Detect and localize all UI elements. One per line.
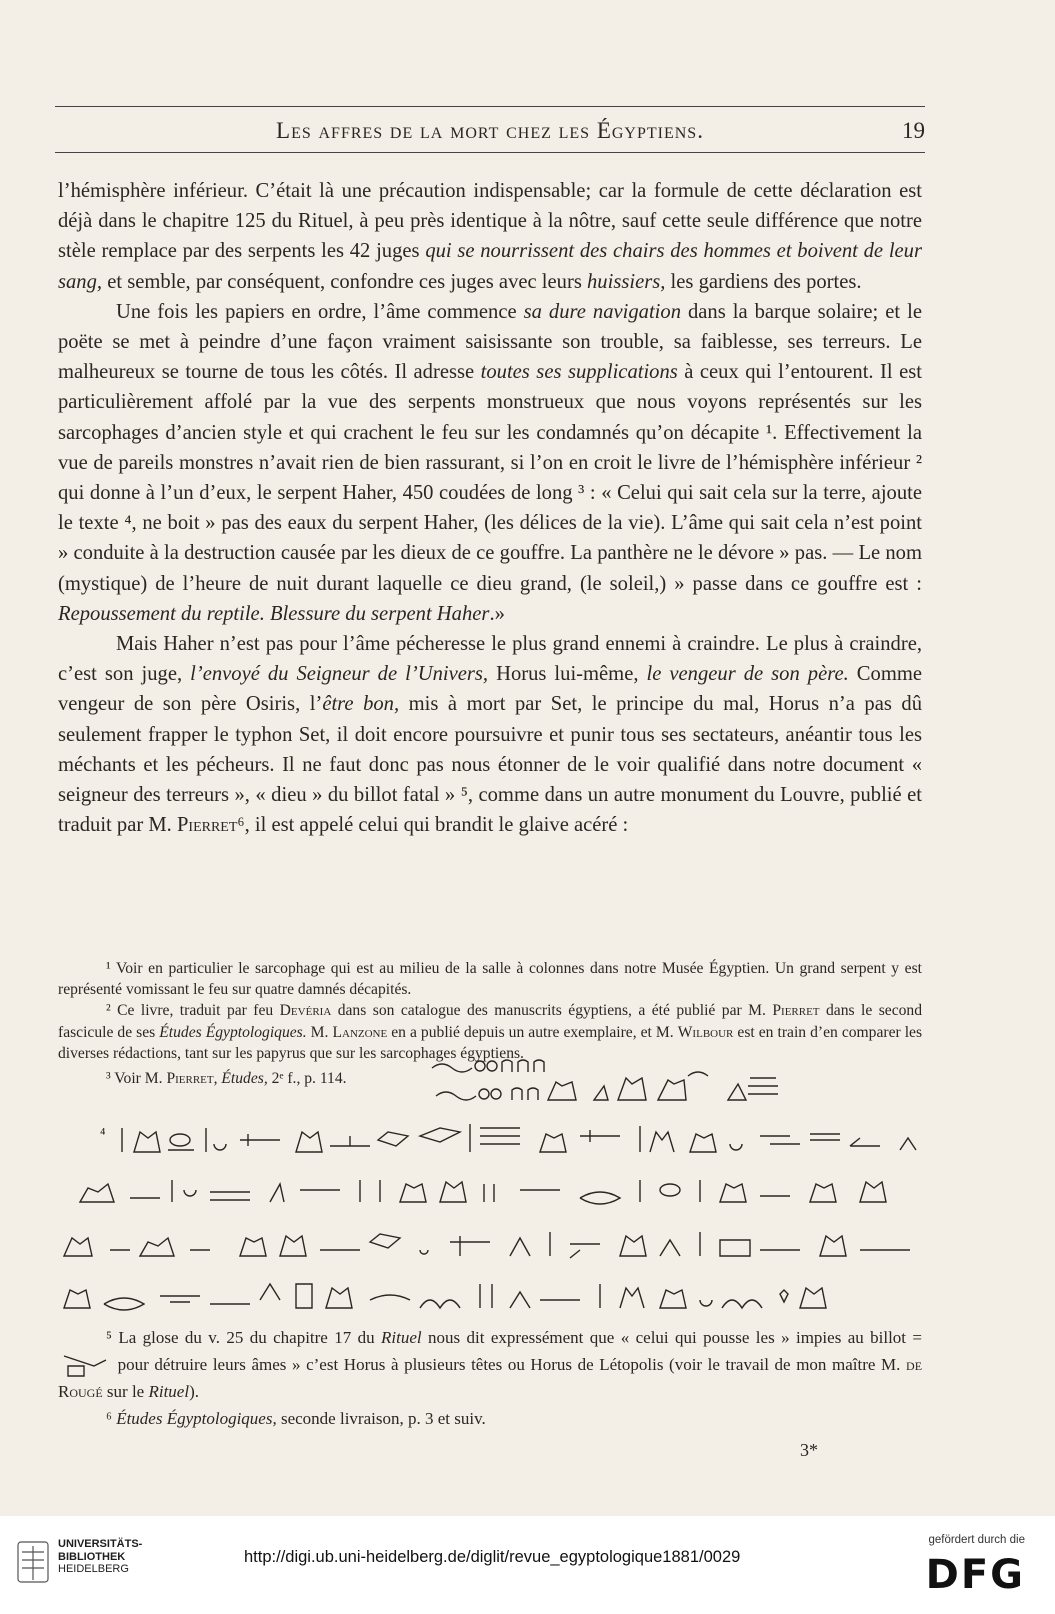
footnotes-continued xyxy=(58,1324,922,1432)
footnote-2: ² Ce livre, traduit par feu Devéria dans son catalogue des manuscrits égyptiens, a été publié par M. Pierret dans le second fascicule de ses Études Égyptologiques. M. Lanzone en a publié depuis un autre exemplaire, et M. Wilbour est en train d’en comparer les diverses rédactions, tant sur les papyrus que sur les sarcophages égyptiens. xyxy=(58,1002,923,1062)
university-seal-icon xyxy=(14,1538,52,1586)
funding-label: gefördert durch die xyxy=(928,1534,1025,1546)
paragraph-3: Mais Haher n’est pas pour l’âme pécheresse le plus grand ennemi à craindre. Le plus à craindre, c’est son juge, l’envoyé du Seigneur de l’Univers, Horus lui-même, le vengeur de son père. Comme vengeur de son père Osiris, l’être bon, mis à mort par Set, le principe du mal, Horus n’a pas dû seulement frapper le typhon Set, il doit encore poursuivre et punir tous ses sectateurs, anéantir tous les méchants et les pécheurs. Il ne faut donc pas nous étonner de le voir qualifié dans notre document « seigneur des terreurs », « dieu » du billot fatal » ⁵, comme dans un autre monument du Louvre, publié et traduit par M. Pierret⁶, il est appelé celui qui brandit le glaive acéré : xyxy=(58,633,922,837)
footnote-3: ³ Voir M. Pierret, Études, 2ᵉ f., p. 114. xyxy=(106,1070,347,1088)
main-text xyxy=(58,176,922,840)
footnote-4-label: ⁴ xyxy=(100,1126,106,1143)
billot-glyph-icon xyxy=(58,1352,112,1378)
source-url-link[interactable]: http://digi.ub.uni-heidelberg.de/diglit/revue_egyptologique1881/0029 xyxy=(244,1548,741,1566)
paragraph-1: l’hémisphère inférieur. C’était là une précaution indispensable; car la formule de cette déclaration est déjà dans le chapitre 125 du Rituel, à peu près identique à la nôtre, sauf cette seule différence que notre stèle remplace par des serpents les 42 juges qui se nourrissent des chairs des hommes et boivent de leur sang, et semble, par conséquent, confondre ces juges avec leurs huissiers, les gardiens des portes. xyxy=(58,180,922,293)
header-rule-bottom xyxy=(55,152,925,153)
footnote-1: ¹ Voir en particulier le sarcophage qui est au milieu de la salle à colonnes dans notre Musée Égyptien. Un grand serpent y est représenté vomissant le feu sur quatre damnés décapités. xyxy=(58,960,922,999)
university-name: UNIVERSITÄTS- BIBLIOTHEK HEIDELBERG xyxy=(58,1538,143,1575)
footnote-5: ⁵ La glose du v. 25 du chapitre 17 du Rituel nous dit expressément que « celui qui pousse les » impies au billot = pour détruire leurs âmes » c’est Horus à plusieurs têtes ou Horus de Létopolis (voir le travail de mon maître M. de Rougé sur le Rituel). xyxy=(58,1328,923,1401)
header-rule-top xyxy=(55,106,925,107)
hieroglyph-line-note3 xyxy=(428,1056,798,1108)
page-number: 19 xyxy=(902,118,925,143)
dfg-logo: DFG xyxy=(925,1552,1025,1598)
digitization-footer xyxy=(0,1516,1055,1614)
paragraph-2: Une fois les papiers en ordre, l’âme commence sa dure navigation dans la barque solaire; et le poëte se met à peindre d’une façon vraiment saisissante son trouble, sa faiblesse, ses terreurs. Le malheureux se tourne de tous les côtés. Il adresse toutes ses supplications à ceux qui l’entourent. Il est particulièrement affolé par la vue des serpents monstrueux que nous voyons représentés sur les sarcophages d’ancien style et qui crachent le feu sur les condamnés qu’on décapite ¹. Effectivement la vue de pareils monstres n’avait rien de bien rassurant, si l’on en croit le livre de l’hémisphère inférieur ² qui donne à l’un d’eux, le serpent Haher, 450 coudées de long ³ : « Celui qui sait cela sur la terre, ajoute le texte ⁴, ne boit » pas des eaux du serpent Haher, (les délices de la vie). L’âme qui sait cela n’est point » conduite à la destruction causée par les dieux de ce gouffre. La panthère ne le dévore » pas. — Le nom (mystique) de l’heure de nuit durant laquelle ce dieu grand, (le soleil,) » passe dans ce gouffre est : Repoussement du reptile. Blessure du serpent Haher.» xyxy=(58,300,922,625)
running-header xyxy=(55,114,925,148)
signature-mark: 3* xyxy=(800,1440,818,1460)
running-title: Les affres de la mort chez les Égyptiens. xyxy=(276,118,704,143)
hieroglyph-text-note4 xyxy=(60,1110,920,1322)
footnote-6: ⁶ Études Égyptologiques, seconde livraison, p. 3 et suiv. xyxy=(106,1409,486,1428)
